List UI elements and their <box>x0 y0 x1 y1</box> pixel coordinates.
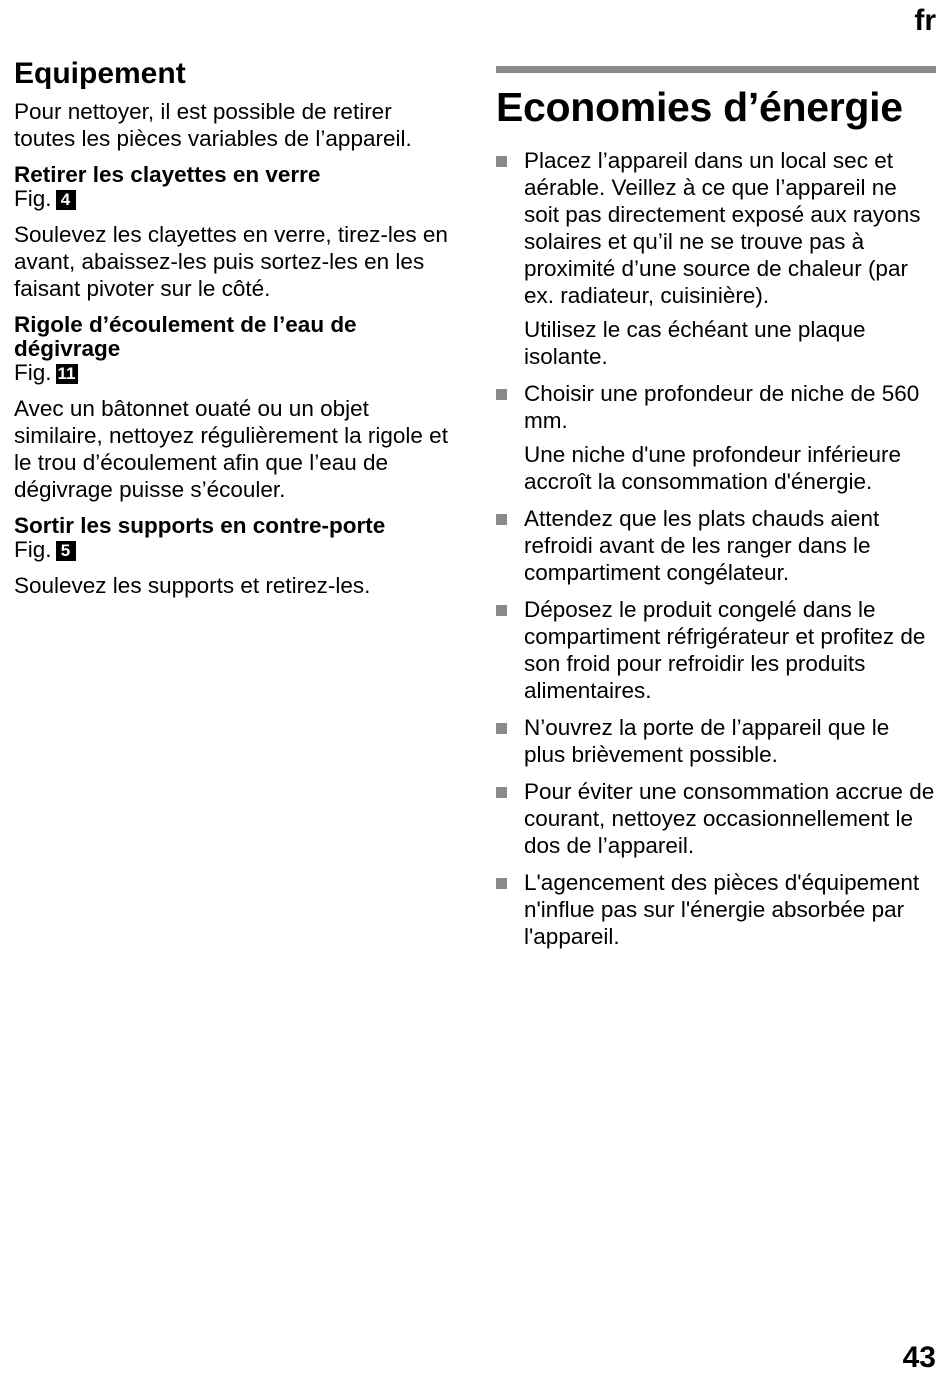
tip-text: L'agencement des pièces d'équipement n'influe pas sur l'énergie absorbée par l'appareil. <box>524 870 920 949</box>
language-code: fr <box>914 4 936 37</box>
tip-text: Pour éviter une consommation accrue de courant, nettoyez occasionnellement le dos de l’appareil. <box>524 779 935 858</box>
tip-text: Déposez le produit congelé dans le compartiment réfrigérateur et profitez de son froid pour refroidir les produits alimentaires. <box>524 597 926 703</box>
tip-text: Choisir une profondeur de niche de 560 mm. <box>524 381 920 433</box>
square-bullet-icon <box>496 514 507 525</box>
square-bullet-icon <box>496 787 507 798</box>
figure-number-badge: 4 <box>56 190 76 210</box>
section-heading: Rigole d’écoulement de l’eau de dégivrage <box>14 312 357 361</box>
energy-saving-column <box>496 66 936 960</box>
list-item <box>496 714 936 768</box>
tip-text: Placez l’appareil dans un local sec et aérable. Veillez à ce que l’appareil ne soit pas directement exposé aux rayons solaires et qu’il ne se trouve pas à proximité d’une source de chaleur (par ex. radiateur, cuisinière). <box>524 148 921 308</box>
list-item <box>496 147 936 370</box>
energy-saving-title: Economies d’énergie <box>496 84 903 130</box>
equipment-intro: Pour nettoyer, il est possible de retirer toutes les pièces variables de l’appareil. <box>14 99 412 151</box>
section-glass-shelves <box>14 163 454 302</box>
square-bullet-icon <box>496 878 507 889</box>
figure-number-badge: 11 <box>57 364 76 383</box>
list-item <box>496 596 936 704</box>
section-divider <box>496 66 936 73</box>
figure-reference <box>14 538 454 562</box>
square-bullet-icon <box>496 723 507 734</box>
section-text: Avec un bâtonnet ouaté ou un objet similaire, nettoyez régulièrement la rigole et le trou d’écoulement afin que l’eau de dégivrage puisse s’écouler. <box>14 396 448 502</box>
figure-number-badge: 5 <box>56 541 76 561</box>
section-text: Soulevez les supports et retirez-les. <box>14 573 371 598</box>
section-heading: Sortir les supports en contre-porte <box>14 513 386 538</box>
figure-reference <box>14 361 454 385</box>
figure-label: Fig. <box>14 186 52 211</box>
list-item <box>496 869 936 950</box>
tip-text: N’ouvrez la porte de l’appareil que le plus brièvement possible. <box>524 715 890 767</box>
square-bullet-icon <box>496 605 507 616</box>
figure-label: Fig. <box>14 360 52 385</box>
tip-text: Attendez que les plats chauds aient refroidi avant de les ranger dans le compartiment congélateur. <box>524 506 880 585</box>
section-heading: Retirer les clayettes en verre <box>14 162 321 187</box>
square-bullet-icon <box>496 156 507 167</box>
figure-label: Fig. <box>14 537 52 562</box>
section-defrost-channel <box>14 313 454 503</box>
section-text: Soulevez les clayettes en verre, tirez-les en avant, abaissez-les puis sortez-les en les faisant pivoter sur le côté. <box>14 222 448 301</box>
equipment-column <box>14 58 454 610</box>
list-item <box>496 380 936 495</box>
page-number: 43 <box>902 1341 936 1374</box>
section-door-supports <box>14 514 454 599</box>
list-item <box>496 778 936 859</box>
list-item <box>496 505 936 586</box>
square-bullet-icon <box>496 389 507 400</box>
tip-note: Utilisez le cas échéant une plaque isolante. <box>524 317 866 369</box>
energy-tips-list <box>496 147 936 950</box>
tip-note: Une niche d'une profondeur inférieure accroît la consommation d'énergie. <box>524 442 902 494</box>
figure-reference <box>14 187 454 211</box>
equipment-title: Equipement <box>14 57 186 90</box>
